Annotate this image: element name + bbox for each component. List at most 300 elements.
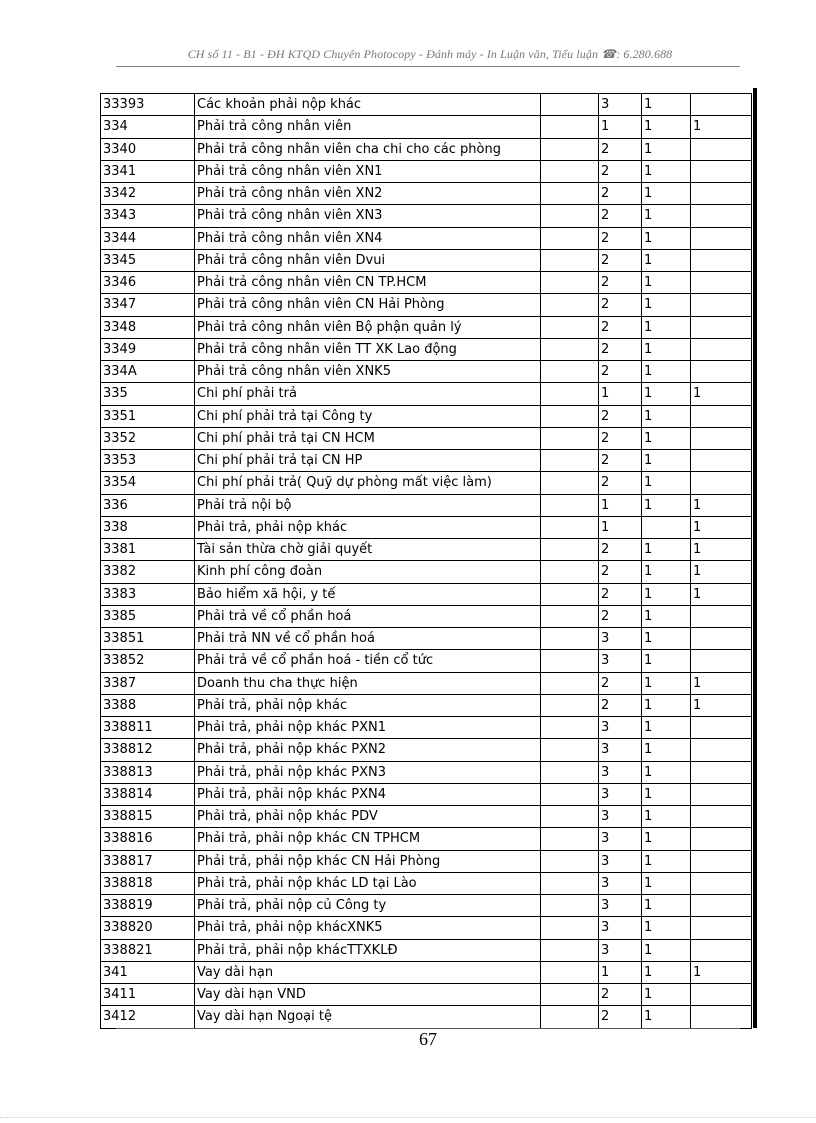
flag1-cell: 1 bbox=[642, 850, 691, 872]
flag1-cell: 1 bbox=[642, 294, 691, 316]
account-table bbox=[100, 93, 752, 1029]
page-number: 67 bbox=[419, 1029, 437, 1049]
table-row bbox=[101, 516, 752, 538]
account-code-cell: 338820 bbox=[101, 917, 195, 939]
account-name-cell: Phải trả về cổ phần hoá - tiền cổ tức bbox=[195, 650, 541, 672]
account-code-cell: 3354 bbox=[101, 472, 195, 494]
level-cell: 2 bbox=[599, 160, 642, 182]
account-name-cell: Kinh phí công đoàn bbox=[195, 561, 541, 583]
level-cell: 3 bbox=[599, 828, 642, 850]
flag1-cell: 1 bbox=[642, 605, 691, 627]
table-row bbox=[101, 183, 752, 205]
account-name-cell: Phải trả công nhân viên Dvui bbox=[195, 249, 541, 271]
account-name-cell: Phải trả công nhân viên bbox=[195, 116, 541, 138]
account-code-cell: 338811 bbox=[101, 717, 195, 739]
flag1-cell: 1 bbox=[642, 405, 691, 427]
level-cell: 3 bbox=[599, 739, 642, 761]
flag2-cell bbox=[691, 872, 752, 894]
flag2-cell bbox=[691, 427, 752, 449]
table-row bbox=[101, 116, 752, 138]
level-cell: 3 bbox=[599, 917, 642, 939]
blank-cell bbox=[541, 316, 599, 338]
account-name-cell: Phải trả, phải nộp khác bbox=[195, 516, 541, 538]
level-cell: 2 bbox=[599, 272, 642, 294]
flag1-cell: 1 bbox=[642, 472, 691, 494]
table-row bbox=[101, 939, 752, 961]
flag1-cell: 1 bbox=[642, 717, 691, 739]
flag1-cell: 1 bbox=[642, 249, 691, 271]
level-cell: 2 bbox=[599, 183, 642, 205]
account-name-cell: Phải trả công nhân viên XN1 bbox=[195, 160, 541, 182]
blank-cell bbox=[541, 650, 599, 672]
flag2-cell bbox=[691, 450, 752, 472]
flag2-cell: 1 bbox=[691, 539, 752, 561]
account-name-cell: Phải trả công nhân viên Bộ phận quản lý bbox=[195, 316, 541, 338]
flag2-cell bbox=[691, 249, 752, 271]
account-name-cell: Chi phí phải trả( Quỹ dự phòng mất việc làm) bbox=[195, 472, 541, 494]
flag2-cell bbox=[691, 783, 752, 805]
blank-cell bbox=[541, 850, 599, 872]
account-code-cell: 338819 bbox=[101, 895, 195, 917]
account-code-cell: 3341 bbox=[101, 160, 195, 182]
flag2-cell bbox=[691, 94, 752, 116]
flag1-cell: 1 bbox=[642, 361, 691, 383]
level-cell: 3 bbox=[599, 761, 642, 783]
account-name-cell: Phải trả công nhân viên XN4 bbox=[195, 227, 541, 249]
blank-cell bbox=[541, 427, 599, 449]
flag1-cell: 1 bbox=[642, 450, 691, 472]
table-row bbox=[101, 717, 752, 739]
table-right-shadow bbox=[753, 88, 757, 1028]
account-code-cell: 336 bbox=[101, 494, 195, 516]
level-cell: 2 bbox=[599, 227, 642, 249]
level-cell: 2 bbox=[599, 694, 642, 716]
blank-cell bbox=[541, 294, 599, 316]
blank-cell bbox=[541, 739, 599, 761]
table-row bbox=[101, 294, 752, 316]
account-code-cell: 33852 bbox=[101, 650, 195, 672]
flag1-cell: 1 bbox=[642, 917, 691, 939]
table-row bbox=[101, 650, 752, 672]
account-code-cell: 3342 bbox=[101, 183, 195, 205]
flag2-cell bbox=[691, 917, 752, 939]
flag1-cell: 1 bbox=[642, 316, 691, 338]
flag1-cell: 1 bbox=[642, 984, 691, 1006]
account-code-cell: 3352 bbox=[101, 427, 195, 449]
account-code-cell: 338815 bbox=[101, 806, 195, 828]
blank-cell bbox=[541, 672, 599, 694]
flag1-cell: 1 bbox=[642, 494, 691, 516]
account-name-cell: Phải trả công nhân viên CN TP.HCM bbox=[195, 272, 541, 294]
level-cell: 2 bbox=[599, 672, 642, 694]
flag2-cell: 1 bbox=[691, 672, 752, 694]
account-code-cell: 338812 bbox=[101, 739, 195, 761]
level-cell: 1 bbox=[599, 494, 642, 516]
blank-cell bbox=[541, 583, 599, 605]
account-code-cell: 3351 bbox=[101, 405, 195, 427]
level-cell: 2 bbox=[599, 605, 642, 627]
flag2-cell: 1 bbox=[691, 583, 752, 605]
flag2-cell bbox=[691, 1006, 752, 1028]
table-row bbox=[101, 628, 752, 650]
level-cell: 3 bbox=[599, 939, 642, 961]
blank-cell bbox=[541, 961, 599, 983]
account-code-cell: 338813 bbox=[101, 761, 195, 783]
level-cell: 3 bbox=[599, 872, 642, 894]
flag2-cell bbox=[691, 316, 752, 338]
table-row bbox=[101, 227, 752, 249]
flag2-cell bbox=[691, 895, 752, 917]
flag1-cell: 1 bbox=[642, 783, 691, 805]
flag2-cell bbox=[691, 739, 752, 761]
table-row bbox=[101, 984, 752, 1006]
flag2-cell bbox=[691, 850, 752, 872]
blank-cell bbox=[541, 494, 599, 516]
account-name-cell: Phải trả, phải nộp khác bbox=[195, 694, 541, 716]
table-row bbox=[101, 450, 752, 472]
table-row bbox=[101, 605, 752, 627]
level-cell: 3 bbox=[599, 94, 642, 116]
table-row bbox=[101, 205, 752, 227]
account-code-cell: 3411 bbox=[101, 984, 195, 1006]
flag2-cell bbox=[691, 294, 752, 316]
table-row bbox=[101, 872, 752, 894]
blank-cell bbox=[541, 361, 599, 383]
flag2-cell bbox=[691, 717, 752, 739]
level-cell: 2 bbox=[599, 472, 642, 494]
level-cell: 3 bbox=[599, 717, 642, 739]
blank-cell bbox=[541, 895, 599, 917]
level-cell: 3 bbox=[599, 806, 642, 828]
flag1-cell: 1 bbox=[642, 539, 691, 561]
header-rule bbox=[116, 66, 740, 67]
table-row bbox=[101, 828, 752, 850]
table-row bbox=[101, 138, 752, 160]
account-code-cell: 3382 bbox=[101, 561, 195, 583]
blank-cell bbox=[541, 628, 599, 650]
account-name-cell: Phải trả, phải nộp khác PXN4 bbox=[195, 783, 541, 805]
account-table-body bbox=[101, 94, 752, 1029]
flag1-cell: 1 bbox=[642, 227, 691, 249]
flag1-cell: 1 bbox=[642, 561, 691, 583]
flag1-cell: 1 bbox=[642, 138, 691, 160]
account-name-cell: Phải trả NN về cổ phần hoá bbox=[195, 628, 541, 650]
account-code-cell: 338818 bbox=[101, 872, 195, 894]
table-row bbox=[101, 316, 752, 338]
flag2-cell bbox=[691, 628, 752, 650]
account-code-cell: 338817 bbox=[101, 850, 195, 872]
account-name-cell: Vay dài hạn VND bbox=[195, 984, 541, 1006]
account-code-cell: 3381 bbox=[101, 539, 195, 561]
flag2-cell: 1 bbox=[691, 561, 752, 583]
flag1-cell: 1 bbox=[642, 94, 691, 116]
flag1-cell: 1 bbox=[642, 761, 691, 783]
account-code-cell: 338814 bbox=[101, 783, 195, 805]
account-code-cell: 3343 bbox=[101, 205, 195, 227]
flag2-cell: 1 bbox=[691, 516, 752, 538]
account-name-cell: Phải trả, phải nộp khác PXN1 bbox=[195, 717, 541, 739]
account-code-cell: 3345 bbox=[101, 249, 195, 271]
flag2-cell bbox=[691, 405, 752, 427]
flag2-cell: 1 bbox=[691, 694, 752, 716]
blank-cell bbox=[541, 539, 599, 561]
blank-cell bbox=[541, 138, 599, 160]
blank-cell bbox=[541, 183, 599, 205]
account-code-cell: 3353 bbox=[101, 450, 195, 472]
account-code-cell: 3344 bbox=[101, 227, 195, 249]
flag2-cell bbox=[691, 183, 752, 205]
blank-cell bbox=[541, 828, 599, 850]
flag2-cell bbox=[691, 605, 752, 627]
table-row bbox=[101, 672, 752, 694]
flag2-cell: 1 bbox=[691, 494, 752, 516]
account-name-cell: Phải trả công nhân viên TT XK Lao động bbox=[195, 338, 541, 360]
flag1-cell: 1 bbox=[642, 183, 691, 205]
flag1-cell: 1 bbox=[642, 650, 691, 672]
blank-cell bbox=[541, 116, 599, 138]
flag1-cell: 1 bbox=[642, 806, 691, 828]
blank-cell bbox=[541, 516, 599, 538]
flag1-cell: 1 bbox=[642, 205, 691, 227]
table-row bbox=[101, 561, 752, 583]
level-cell: 2 bbox=[599, 984, 642, 1006]
flag1-cell: 1 bbox=[642, 116, 691, 138]
flag2-cell: 1 bbox=[691, 383, 752, 405]
account-name-cell: Phải trả, phải nộp khác CN Hải Phòng bbox=[195, 850, 541, 872]
account-code-cell: 341 bbox=[101, 961, 195, 983]
account-name-cell: Phải trả công nhân viên cha chi cho các phòng bbox=[195, 138, 541, 160]
level-cell: 2 bbox=[599, 138, 642, 160]
account-code-cell: 338821 bbox=[101, 939, 195, 961]
blank-cell bbox=[541, 717, 599, 739]
level-cell: 2 bbox=[599, 338, 642, 360]
table-row bbox=[101, 694, 752, 716]
flag2-cell bbox=[691, 472, 752, 494]
table-row bbox=[101, 783, 752, 805]
account-name-cell: Phải trả, phải nộp khác PXN3 bbox=[195, 761, 541, 783]
blank-cell bbox=[541, 227, 599, 249]
level-cell: 3 bbox=[599, 650, 642, 672]
account-code-cell: 33393 bbox=[101, 94, 195, 116]
blank-cell bbox=[541, 249, 599, 271]
account-code-cell: 3346 bbox=[101, 272, 195, 294]
level-cell: 3 bbox=[599, 850, 642, 872]
level-cell: 2 bbox=[599, 361, 642, 383]
account-name-cell: Phải trả, phải nộp khác PXN2 bbox=[195, 739, 541, 761]
account-name-cell: Chi phí phải trả tại CN HP bbox=[195, 450, 541, 472]
table-row bbox=[101, 338, 752, 360]
account-code-cell: 3412 bbox=[101, 1006, 195, 1028]
blank-cell bbox=[541, 205, 599, 227]
flag1-cell: 1 bbox=[642, 828, 691, 850]
account-code-cell: 338816 bbox=[101, 828, 195, 850]
blank-cell bbox=[541, 272, 599, 294]
account-name-cell: Phải trả, phải nộp khác CN TPHCM bbox=[195, 828, 541, 850]
level-cell: 3 bbox=[599, 628, 642, 650]
blank-cell bbox=[541, 806, 599, 828]
flag1-cell: 1 bbox=[642, 427, 691, 449]
account-code-cell: 3387 bbox=[101, 672, 195, 694]
flag1-cell: 1 bbox=[642, 160, 691, 182]
account-name-cell: Các khoản phải nộp khác bbox=[195, 94, 541, 116]
account-code-cell: 3388 bbox=[101, 694, 195, 716]
flag2-cell bbox=[691, 205, 752, 227]
blank-cell bbox=[541, 917, 599, 939]
table-row bbox=[101, 472, 752, 494]
flag1-cell: 1 bbox=[642, 939, 691, 961]
level-cell: 2 bbox=[599, 249, 642, 271]
level-cell: 2 bbox=[599, 316, 642, 338]
flag2-cell bbox=[691, 806, 752, 828]
account-code-cell: 33851 bbox=[101, 628, 195, 650]
account-name-cell: Bảo hiểm xã hội, y tế bbox=[195, 583, 541, 605]
account-code-cell: 3385 bbox=[101, 605, 195, 627]
account-name-cell: Vay dài hạn bbox=[195, 961, 541, 983]
flag2-cell bbox=[691, 761, 752, 783]
flag1-cell: 1 bbox=[642, 895, 691, 917]
flag2-cell bbox=[691, 828, 752, 850]
level-cell: 1 bbox=[599, 516, 642, 538]
table-row bbox=[101, 539, 752, 561]
level-cell: 2 bbox=[599, 427, 642, 449]
table-row bbox=[101, 272, 752, 294]
table-row bbox=[101, 739, 752, 761]
blank-cell bbox=[541, 694, 599, 716]
level-cell: 1 bbox=[599, 116, 642, 138]
flag2-cell: 1 bbox=[691, 961, 752, 983]
account-name-cell: Tài sản thừa chờ giải quyết bbox=[195, 539, 541, 561]
blank-cell bbox=[541, 984, 599, 1006]
flag1-cell: 1 bbox=[642, 672, 691, 694]
flag1-cell: 1 bbox=[642, 628, 691, 650]
blank-cell bbox=[541, 160, 599, 182]
level-cell: 2 bbox=[599, 539, 642, 561]
flag1-cell: 1 bbox=[642, 694, 691, 716]
flag2-cell bbox=[691, 984, 752, 1006]
flag1-cell: 1 bbox=[642, 1006, 691, 1028]
level-cell: 1 bbox=[599, 961, 642, 983]
table-row bbox=[101, 494, 752, 516]
flag2-cell bbox=[691, 227, 752, 249]
account-name-cell: Chi phí phải trả tại CN HCM bbox=[195, 427, 541, 449]
level-cell: 2 bbox=[599, 450, 642, 472]
flag2-cell bbox=[691, 338, 752, 360]
account-name-cell: Phải trả công nhân viên CN Hải Phòng bbox=[195, 294, 541, 316]
table-row bbox=[101, 806, 752, 828]
level-cell: 2 bbox=[599, 561, 642, 583]
level-cell: 3 bbox=[599, 783, 642, 805]
blank-cell bbox=[541, 783, 599, 805]
account-code-cell: 3349 bbox=[101, 338, 195, 360]
table-row bbox=[101, 160, 752, 182]
account-code-cell: 334 bbox=[101, 116, 195, 138]
table-row bbox=[101, 917, 752, 939]
account-code-cell: 3347 bbox=[101, 294, 195, 316]
account-name-cell: Phải trả, phải nộp khác LD tại Lào bbox=[195, 872, 541, 894]
account-name-cell: Chi phí phải trả bbox=[195, 383, 541, 405]
account-code-cell: 3348 bbox=[101, 316, 195, 338]
table-row bbox=[101, 361, 752, 383]
level-cell: 2 bbox=[599, 1006, 642, 1028]
flag1-cell bbox=[642, 516, 691, 538]
table-row bbox=[101, 427, 752, 449]
table-row bbox=[101, 761, 752, 783]
flag2-cell bbox=[691, 361, 752, 383]
blank-cell bbox=[541, 472, 599, 494]
account-name-cell: Doanh thu cha thực hiện bbox=[195, 672, 541, 694]
blank-cell bbox=[541, 761, 599, 783]
flag2-cell: 1 bbox=[691, 116, 752, 138]
account-name-cell: Phải trả công nhân viên XN3 bbox=[195, 205, 541, 227]
flag2-cell bbox=[691, 272, 752, 294]
flag1-cell: 1 bbox=[642, 961, 691, 983]
blank-cell bbox=[541, 872, 599, 894]
account-name-cell: Phải trả, phải nộp khácXNK5 bbox=[195, 917, 541, 939]
account-name-cell: Phải trả, phải nộp khác PDV bbox=[195, 806, 541, 828]
account-name-cell: Phải trả nội bộ bbox=[195, 494, 541, 516]
flag1-cell: 1 bbox=[642, 338, 691, 360]
account-code-cell: 335 bbox=[101, 383, 195, 405]
flag2-cell bbox=[691, 939, 752, 961]
account-code-cell: 3383 bbox=[101, 583, 195, 605]
blank-cell bbox=[541, 561, 599, 583]
flag1-cell: 1 bbox=[642, 272, 691, 294]
blank-cell bbox=[541, 338, 599, 360]
blank-cell bbox=[541, 94, 599, 116]
table-row bbox=[101, 583, 752, 605]
flag2-cell bbox=[691, 650, 752, 672]
table-row bbox=[101, 961, 752, 983]
flag1-cell: 1 bbox=[642, 583, 691, 605]
flag2-cell bbox=[691, 138, 752, 160]
table-row bbox=[101, 850, 752, 872]
account-name-cell: Vay dài hạn Ngoại tệ bbox=[195, 1006, 541, 1028]
table-row bbox=[101, 94, 752, 116]
account-code-cell: 334A bbox=[101, 361, 195, 383]
blank-cell bbox=[541, 405, 599, 427]
account-name-cell: Phải trả công nhân viên XN2 bbox=[195, 183, 541, 205]
account-name-cell: Phải trả, phải nộp khácTTXKLĐ bbox=[195, 939, 541, 961]
level-cell: 2 bbox=[599, 405, 642, 427]
level-cell: 1 bbox=[599, 383, 642, 405]
flag1-cell: 1 bbox=[642, 739, 691, 761]
table-row bbox=[101, 1006, 752, 1028]
blank-cell bbox=[541, 939, 599, 961]
account-name-cell: Chi phí phải trả tại Công ty bbox=[195, 405, 541, 427]
blank-cell bbox=[541, 450, 599, 472]
table-row bbox=[101, 383, 752, 405]
page-header: CH số 11 - B1 - ĐH KTQD Chuyên Photocopy - Đánh máy - In Luận văn, Tiểu luận ☎: 6.280.688 bbox=[187, 47, 673, 61]
flag2-cell bbox=[691, 160, 752, 182]
flag1-cell: 1 bbox=[642, 383, 691, 405]
table-row bbox=[101, 249, 752, 271]
level-cell: 2 bbox=[599, 205, 642, 227]
level-cell: 2 bbox=[599, 294, 642, 316]
table-row bbox=[101, 895, 752, 917]
account-name-cell: Phải trả về cổ phần hoá bbox=[195, 605, 541, 627]
blank-cell bbox=[541, 1006, 599, 1028]
level-cell: 2 bbox=[599, 583, 642, 605]
account-table-wrapper bbox=[100, 93, 752, 1029]
page-bottom-border bbox=[0, 1117, 816, 1118]
table-row bbox=[101, 405, 752, 427]
blank-cell bbox=[541, 605, 599, 627]
level-cell: 3 bbox=[599, 895, 642, 917]
account-code-cell: 3340 bbox=[101, 138, 195, 160]
flag1-cell: 1 bbox=[642, 872, 691, 894]
account-name-cell: Phải trả công nhân viên XNK5 bbox=[195, 361, 541, 383]
blank-cell bbox=[541, 383, 599, 405]
